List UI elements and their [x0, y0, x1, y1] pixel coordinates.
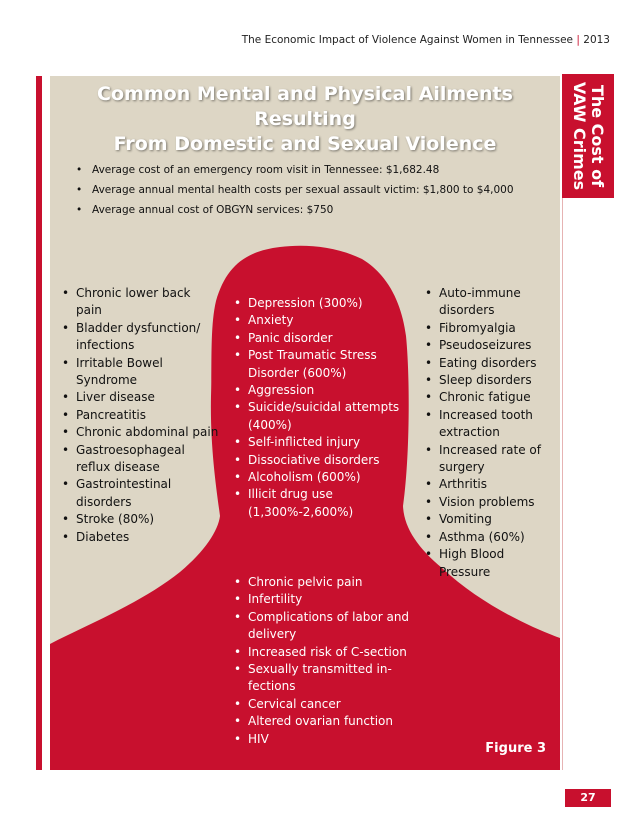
list-item: • Altered ovarian function: [230, 713, 430, 730]
list-item: • Gastroesophageal reflux disease: [58, 442, 220, 477]
list-item: • Dissociative disorders: [230, 452, 402, 469]
list-item: • Depression (300%): [230, 295, 402, 312]
list-item: • Irritable Bowel Syndrome: [58, 355, 220, 390]
figure-label: Figure 3: [485, 741, 546, 756]
list-item: • Sexually transmitted in-fections: [230, 661, 430, 696]
list-item: • Chronic fatigue: [421, 389, 559, 406]
list-item: • Suicide/suicidal attempts (400%): [230, 399, 402, 434]
list-item: • Arthritis: [421, 476, 559, 493]
list-item: • Bladder dysfunction/ infections: [58, 320, 220, 355]
other-ailments-list: [421, 285, 559, 581]
reproductive-ailments-list: [230, 574, 430, 748]
list-item: • Fibromyalgia: [421, 320, 559, 337]
section-tab-text: [570, 74, 606, 198]
left-accent-bar: [36, 76, 42, 770]
list-item: • Eating disorders: [421, 355, 559, 372]
list-item: • Vision problems: [421, 494, 559, 511]
figure-title: [50, 82, 560, 157]
list-item: • Increased rate of surgery: [421, 442, 559, 477]
list-item: • Infertility: [230, 591, 430, 608]
page-number: 27: [565, 789, 611, 807]
cost-item: • Average annual cost of OBGYN services: $750: [68, 200, 514, 220]
list-item: • Self-inflicted injury: [230, 434, 402, 451]
header-title: The Economic Impact of Violence Against Women in Tennessee: [241, 34, 574, 46]
list-item: • Complications of labor and delivery: [230, 609, 430, 644]
list-item: • Illicit drug use (1,300%-2,600%): [230, 486, 402, 521]
section-tab-line1: The Cost of: [588, 84, 607, 188]
list-item: • Chronic abdominal pain: [58, 424, 220, 441]
list-item: • Alcoholism (600%): [230, 469, 402, 486]
section-tab: [562, 74, 614, 198]
list-item: • Cervical cancer: [230, 696, 430, 713]
figure-title-line1: Common Mental and Physical Ailments Resulting: [97, 83, 513, 130]
list-item: • Panic disorder: [230, 330, 402, 347]
list-item: • Chronic lower back pain: [58, 285, 220, 320]
list-item: • Increased risk of C-section: [230, 644, 430, 661]
list-item: • Asthma (60%): [421, 529, 559, 546]
figure-panel: [50, 76, 560, 770]
list-item: • Diabetes: [58, 529, 220, 546]
list-item: • Liver disease: [58, 389, 220, 406]
list-item: • Pancreatitis: [58, 407, 220, 424]
page-header: [242, 34, 610, 46]
section-tab-line2: VAW Crimes: [570, 81, 589, 191]
list-item: • Aggression: [230, 382, 402, 399]
list-item: • HIV: [230, 731, 430, 748]
cost-list: [68, 160, 514, 220]
cost-item: • Average cost of an emergency room visit in Tennessee: $1,682.48: [68, 160, 514, 180]
list-item: • Auto-immune disorders: [421, 285, 559, 320]
list-item: • Pseudoseizures: [421, 337, 559, 354]
list-item: • Vomiting: [421, 511, 559, 528]
list-item: • Gastrointestinal disorders: [58, 476, 220, 511]
right-divider: [562, 198, 563, 770]
list-item: • Stroke (80%): [58, 511, 220, 528]
header-separator: |: [576, 34, 580, 46]
header-year: 2013: [583, 34, 610, 46]
figure-title-line2: From Domestic and Sexual Violence: [113, 133, 497, 155]
mental-ailments-list: [230, 295, 402, 521]
cost-item: • Average annual mental health costs per sexual assault victim: $1,800 to $4,000: [68, 180, 514, 200]
list-item: • High Blood Pressure: [421, 546, 559, 581]
list-item: • Increased tooth extraction: [421, 407, 559, 442]
physical-ailments-list: [58, 285, 220, 546]
list-item: • Post Traumatic Stress Disorder (600%): [230, 347, 402, 382]
list-item: • Chronic pelvic pain: [230, 574, 430, 591]
list-item: • Sleep disorders: [421, 372, 559, 389]
list-item: • Anxiety: [230, 312, 402, 329]
